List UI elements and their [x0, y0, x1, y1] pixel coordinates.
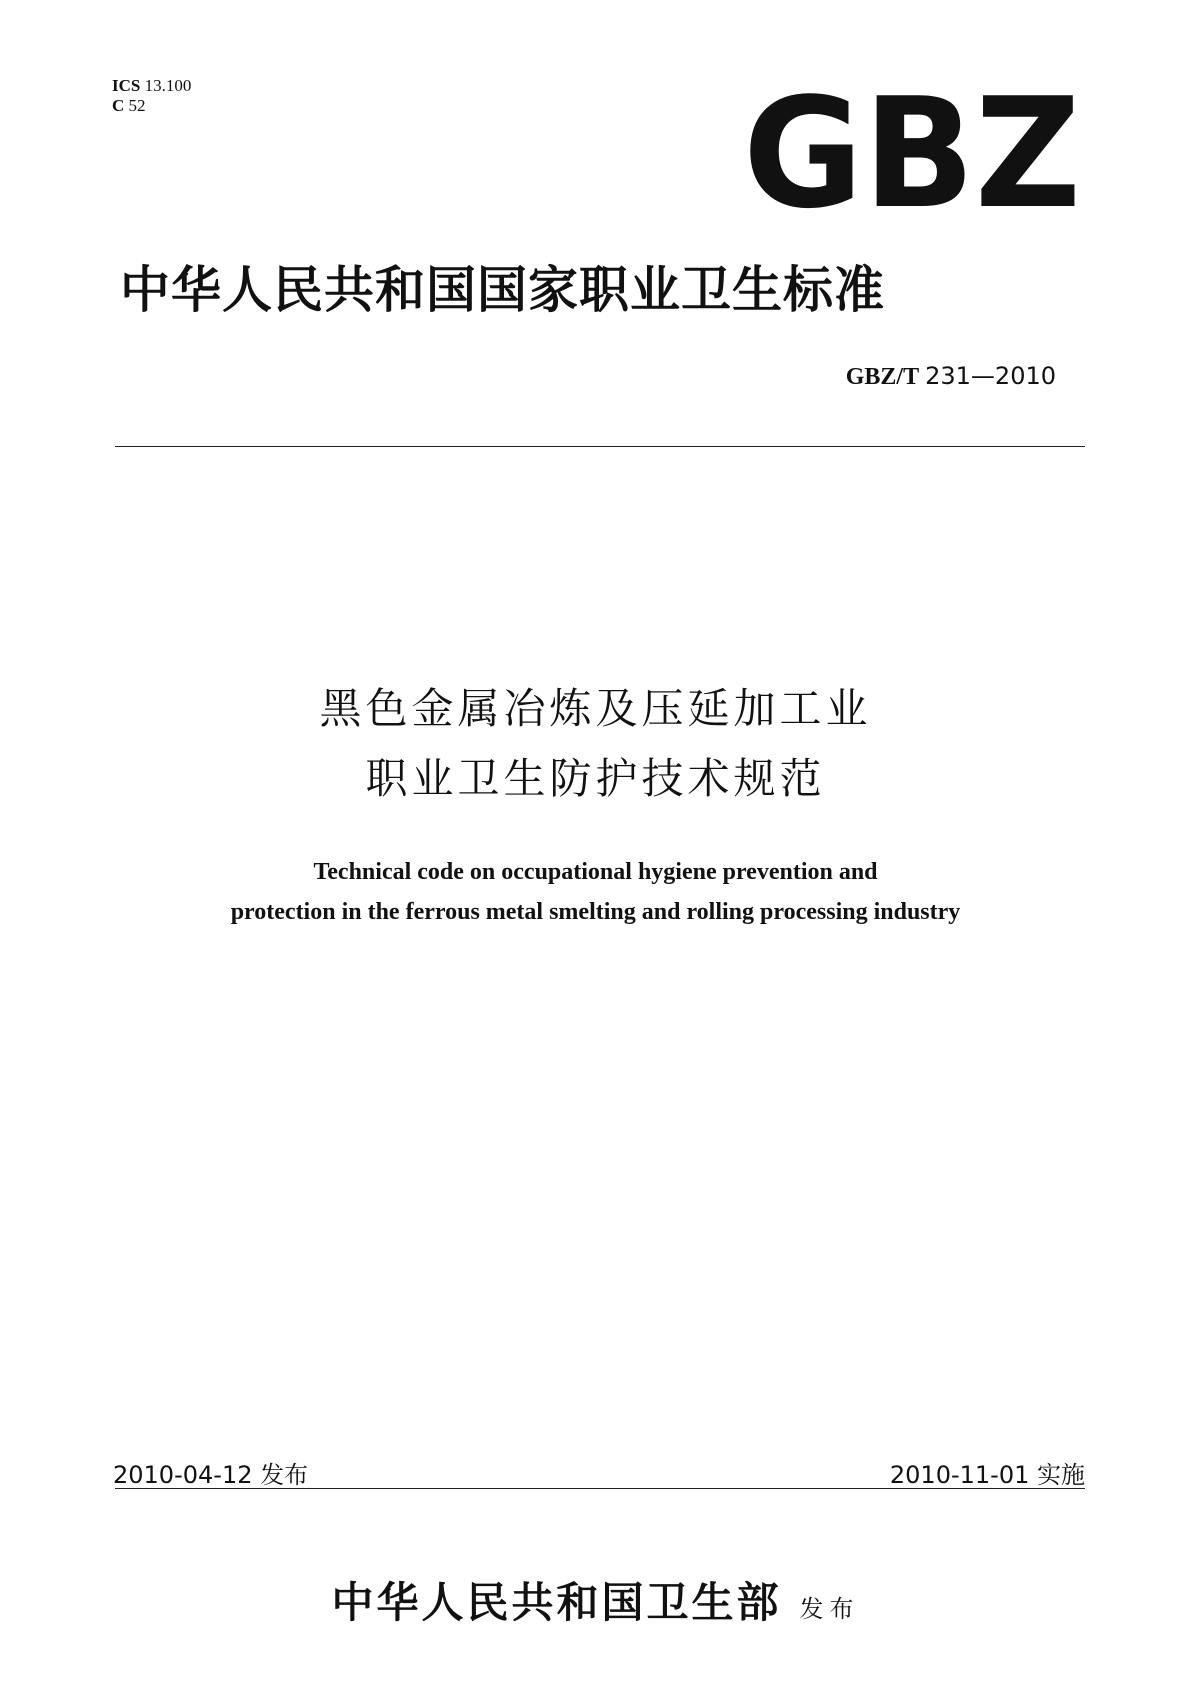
ics-code [112, 76, 191, 96]
ics-value: 13.100 [144, 76, 192, 95]
classification-codes [112, 76, 191, 116]
standard-code: GBZ/T [845, 364, 920, 390]
ccs-label: C [112, 96, 125, 115]
english-title-line-2: protection in the ferrous metal smelting and rolling processing industry [230, 899, 961, 925]
issue-date: 2010-04-12 发布 [113, 1461, 309, 1489]
standard-number [846, 362, 1056, 391]
issuer-name: 中华人民共和国卫生部 [331, 1581, 782, 1627]
issuer-suffix: 发布 [799, 1595, 860, 1623]
bottom-divider [115, 1488, 1085, 1489]
implementation-date: 2010-11-01 实施 [889, 1461, 1085, 1489]
standard-number-value: 231—2010 [925, 362, 1056, 390]
chinese-title [0, 674, 1191, 814]
ccs-value: 52 [128, 96, 146, 115]
ics-label: ICS [112, 76, 141, 95]
top-divider [115, 446, 1085, 447]
issuer [0, 1570, 1191, 1630]
chinese-title-line-2: 职业卫生防护技术规范 [365, 754, 826, 803]
english-title [0, 852, 1191, 932]
gbz-logo-text: GBZ [743, 88, 1081, 212]
gbz-logo [740, 88, 1084, 212]
standard-body-title: 中华人民共和国国家职业卫生标准 [120, 262, 885, 318]
chinese-title-line-1: 黑色金属冶炼及压延加工业 [319, 684, 872, 733]
english-title-line-1: Technical code on occupational hygiene prevention and [313, 859, 878, 885]
ccs-code [112, 96, 191, 116]
